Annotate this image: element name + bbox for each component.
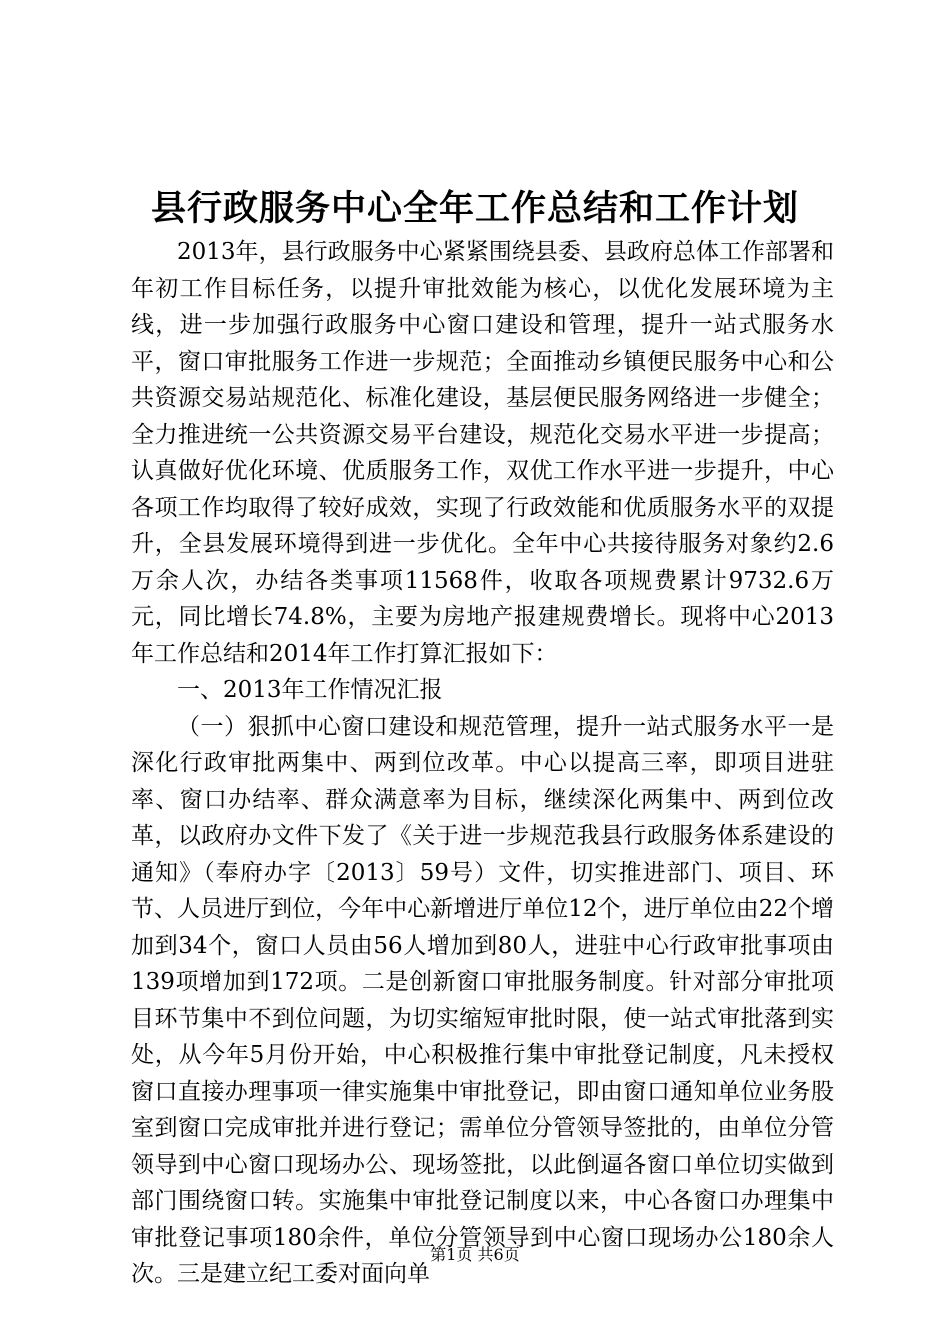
intro-paragraph: 2013年，县行政服务中心紧紧围绕县委、县政府总体工作部署和年初工作目标任务，以提升审批效能为核心，以优化发展环境为主线，进一步加强行政服务中心窗口建设和管理，提升一站式服务水平，窗口审批服务工作进一步规范；全面推动乡镇便民服务中心和公共资源交易站规范化、标准化建设，基层便民服务网络进一步健全；全力推进统一公共资源交易平台建设，规范化交易水平进一步提高；认真做好优化环境、优质服务工作，双优工作水平进一步提升，中心各项工作均取得了较好成效，实现了行政效能和优质服务水平的双提升，全县发展环境得到进一步优化。全年中心共接待服务对象约2.6万余人次，办结各类事项11568件，收取各项规费累计9732.6万元，同比增长74.8%，主要为房地产报建规费增长。现将中心2013年工作总结和2014年工作打算汇报如下：	[131, 239, 834, 667]
document-body	[131, 234, 834, 1293]
page-footer: 第1页 共6页	[430, 1245, 520, 1264]
section-heading: 一、2013年工作情况汇报	[177, 677, 443, 703]
section-paragraph: （一）狠抓中心窗口建设和规范管理，提升一站式服务水平一是深化行政审批两集中、两到位改革。中心以提高三率，即项目进驻率、窗口办结率、群众满意率为目标，继续深化两集中、两到位改革，以政府办文件下发了《关于进一步规范我县行政服务体系建设的通知》（奉府办字〔2013〕59号）文件，切实推进部门、项目、环节、人员进厅到位，今年中心新增进厅单位12个，进厅单位由22个增加到34个，窗口人员由56人增加到80人，进驻中心行政审批事项由139项增加到172项。二是创新窗口审批服务制度。针对部分审批项目环节集中不到位问题，为切实缩短审批时限，使一站式审批落到实处，从今年5月份开始，中心积极推行集中审批登记制度，凡未授权窗口直接办理事项一律实施集中审批登记，即由窗口通知单位业务股室到窗口完成审批并进行登记；需单位分管领导签批的，由单位分管领导到中心窗口现场办公、现场签批，以此倒逼各窗口单位切实做到部门围绕窗口转。实施集中审批登记制度以来，中心各窗口办理集中审批登记事项180余件，单位分管领导到中心窗口现场办公180余人次。三是建立纪工委对面向单	[131, 713, 834, 1287]
document-title: 县行政服务中心全年工作总结和工作计划	[150, 188, 799, 229]
